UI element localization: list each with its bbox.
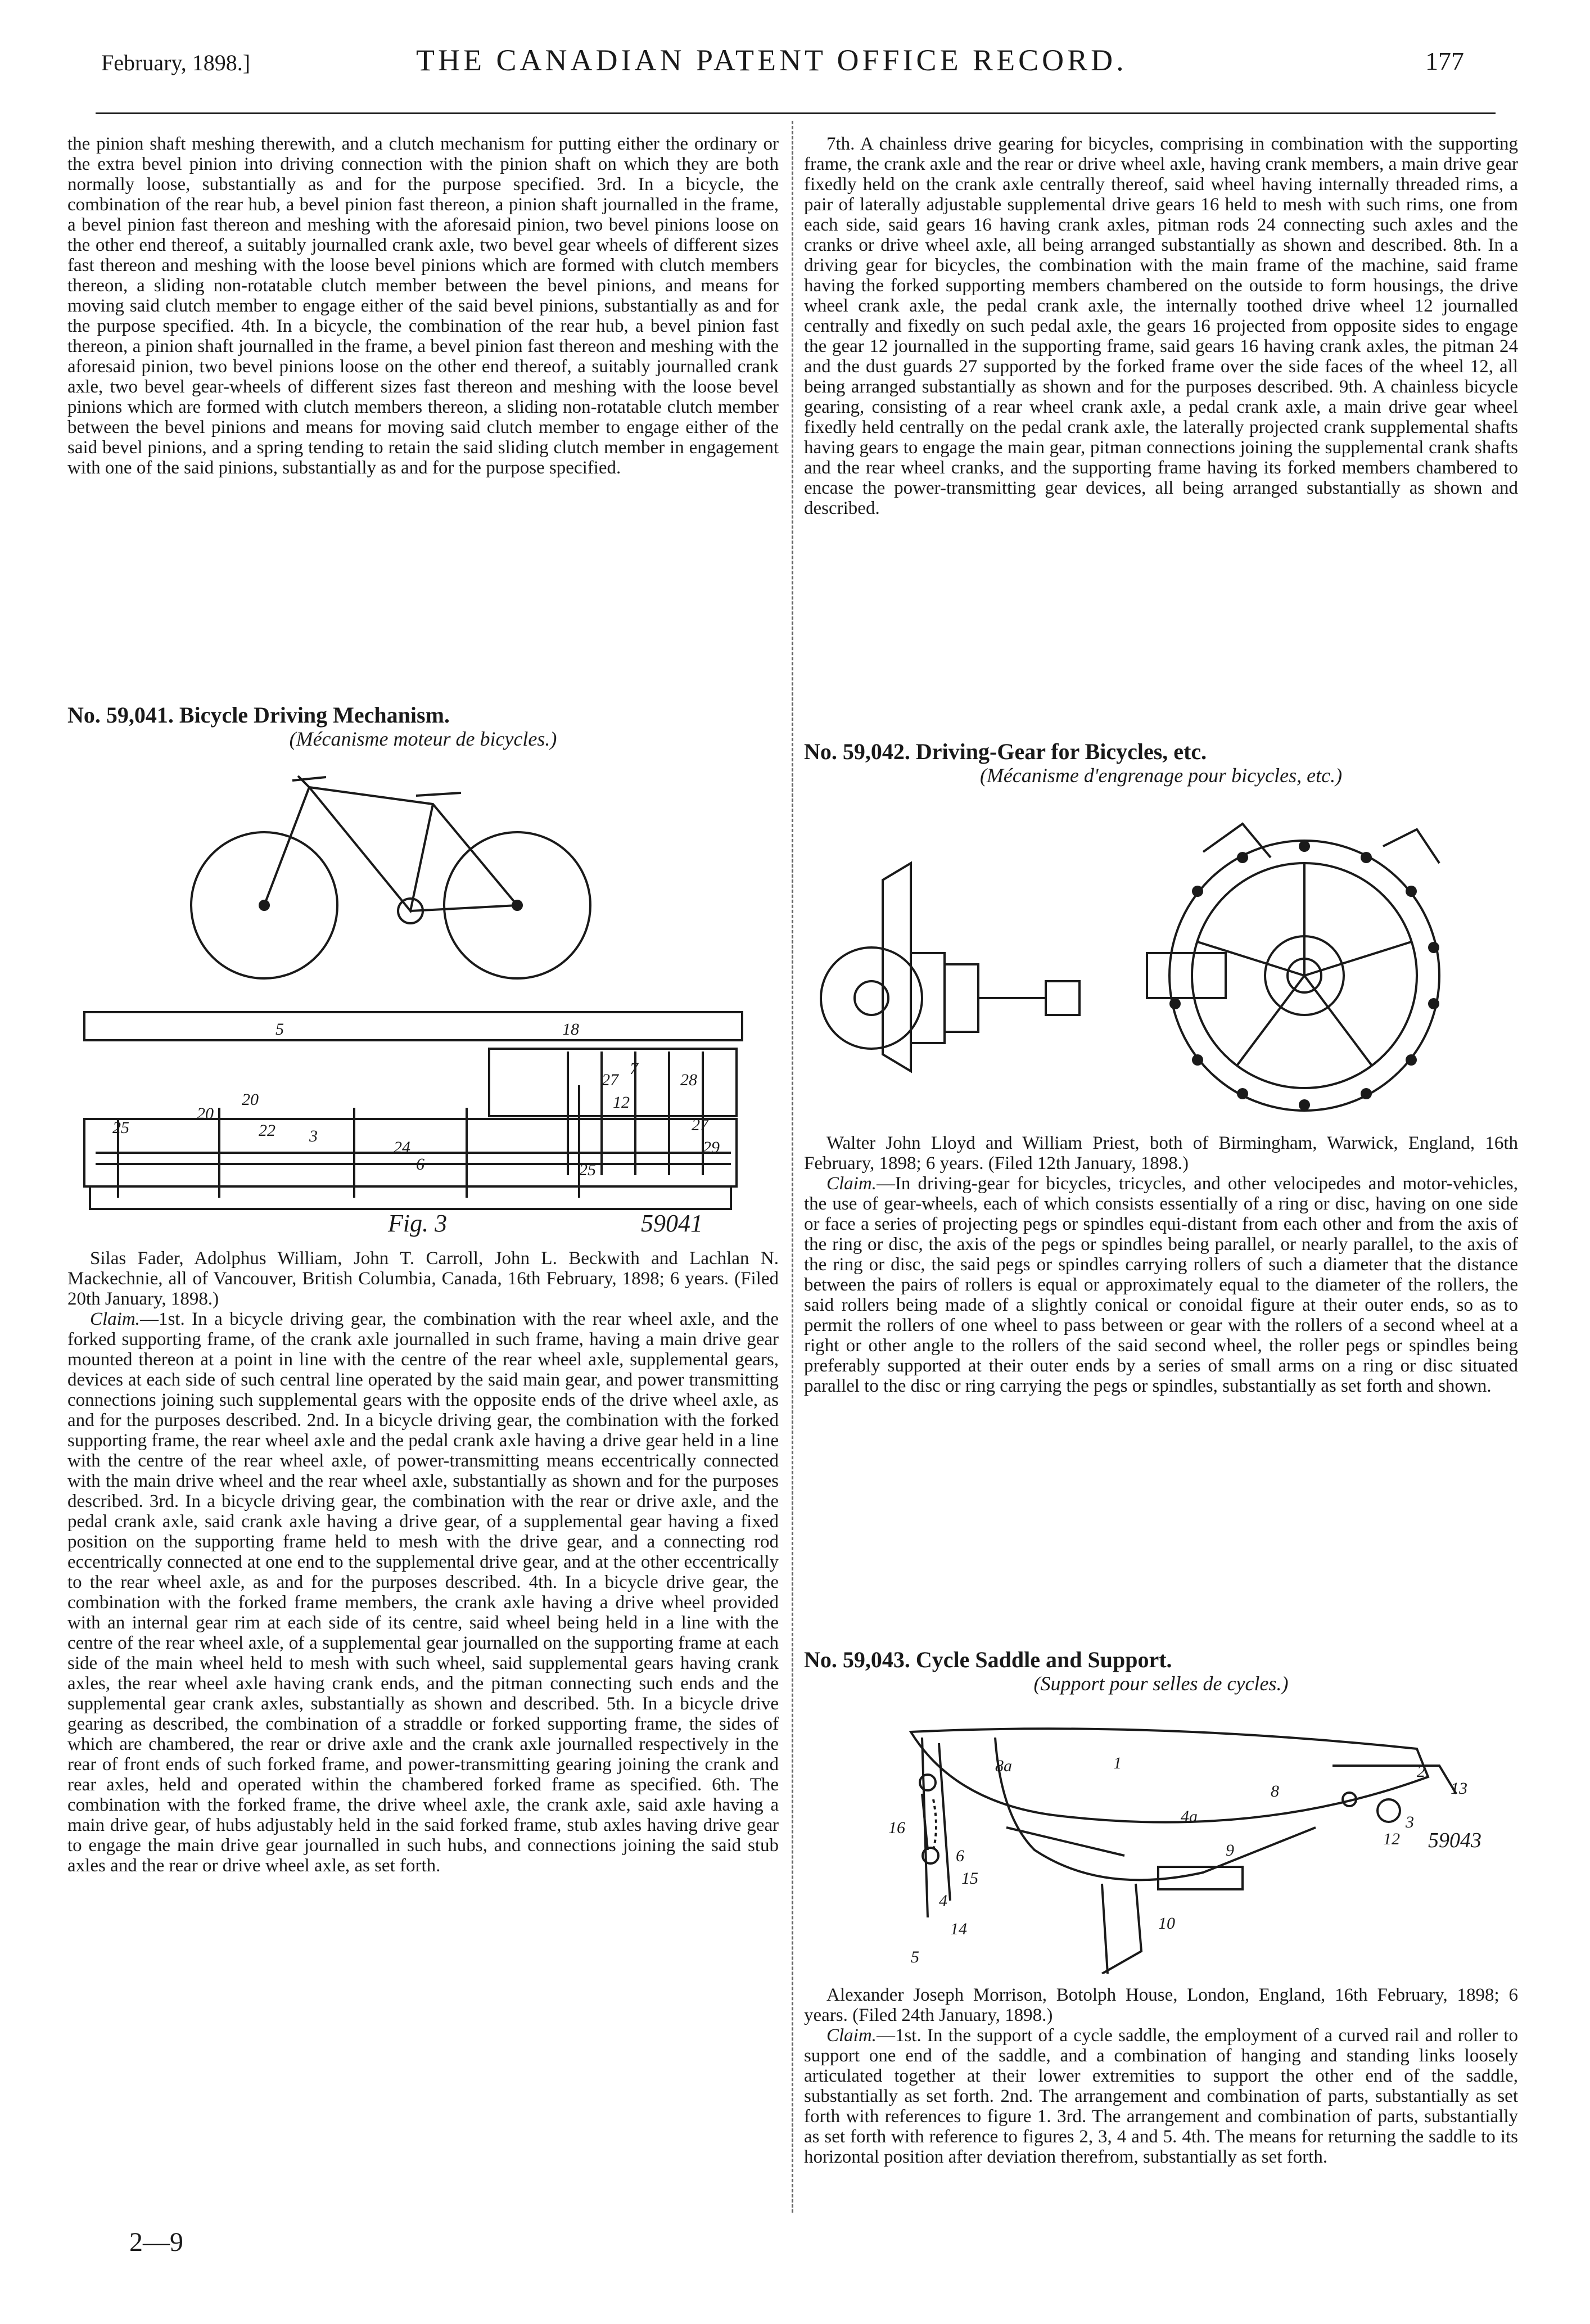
svg-text:8: 8 [1271, 1782, 1279, 1800]
figure-number: 59043 [1428, 1829, 1481, 1852]
svg-text:12: 12 [1383, 1830, 1400, 1848]
small-gear [821, 947, 922, 1049]
patent-59041-body [67, 1248, 779, 1876]
printer-signature: 2—9 [129, 2227, 183, 2257]
svg-text:4: 4 [939, 1892, 947, 1910]
claim-label: Claim. [90, 1309, 140, 1329]
patent-inventors: Walter John Lloyd and William Priest, both of Birmingham, Warwick, England, 16th February, 1898; 6 years. (Filed 12th January, 1898.) [804, 1133, 1518, 1174]
svg-text:10: 10 [1158, 1914, 1175, 1933]
header-rule [96, 112, 1496, 114]
patent-59043-heading [804, 1648, 1518, 1695]
svg-text:25: 25 [112, 1118, 129, 1137]
patent-59041-heading [67, 703, 779, 750]
figure-label: Fig. 3 [388, 1210, 448, 1237]
claim-text: —1st. In the support of a cycle saddle, the employment of a curved rail and roller to support one end of the saddle, and a combination of hanging and standing links loosely articulated together at their lower extremities to support the other end of the saddle, substantially as set forth. 2nd. The arrangement and combination of parts, substantially as set forth with references to figure 1. 3rd. The arrangement and combination of parts, substantially as set forth with reference to figures 2, 3, 4 and 5. 4th. The means for returning the saddle to its horizontal position after deviation therefrom, substantially as set forth. [804, 2025, 1518, 2167]
svg-text:1: 1 [1113, 1754, 1122, 1772]
claim-continuation: 7th. A chainless drive gearing for bicycles, comprising in combination with the supporting frame, the crank axle and the rear or drive wheel axle, having crank members, a main drive gear fixedly held on the crank axle centrally thereof, said wheel having internally threaded rims, a pair of laterally adjustable supplemental drive gears 16 held to mesh with such rims, one from each side, said gears 16 having crank axles, pitman rods 24 connecting such axles and the cranks or drive wheel axle, all being arranged substantially as shown and described. 8th. In a driving gear for bicycles, the combination with the main frame of the machine, said frame having the forked supporting members chambered on the outside to form housings, the drive wheel crank axle, the pedal crank axle, the internally toothed drive wheel 12 journalled centrally and fixedly on such pedal axle, the gears 16 projected from opposite sides to engage the gear 12 journalled in the supporting frame, said gears 16 having crank axles, the pitman 24 and the dust guards 27 supported by the forked frame over the side faces of the wheel 12, all being arranged substantially as shown and for the purposes described. 9th. A chainless bicycle gearing, consisting of a rear wheel crank axle, a pedal crank axle, a main drive gear wheel fixedly held centrally on the pedal crank axle, the laterally projected crank supplemental shafts having gears to engage the main gear, pitman connections joining the supplemental crank shafts and the rear wheel cranks, and the supporting frame having its forked members chambered to encase the power-transmitting gear devices, all being arranged substantially as shown and described. [804, 134, 1518, 518]
svg-text:22: 22 [259, 1121, 275, 1140]
svg-text:3: 3 [1406, 1813, 1414, 1831]
left-column-top [67, 134, 779, 478]
claim-label: Claim. [826, 2025, 877, 2046]
patent-french-title: (Mécanisme moteur de bicycles.) [289, 728, 557, 750]
bicycle-driving-mechanism-figure [73, 770, 776, 1237]
page-number: 177 [1425, 47, 1464, 75]
svg-text:20: 20 [197, 1104, 214, 1123]
patent-number: No. 59,041. [67, 702, 174, 728]
svg-text:8a: 8a [995, 1757, 1012, 1775]
saddle-body [911, 1729, 1428, 1822]
svg-text:29: 29 [703, 1138, 720, 1157]
patent-french-title: (Mécanisme d'engrenage pour bicycles, etc.) [979, 764, 1343, 787]
issue-date: February, 1898.] [101, 50, 251, 75]
claim-text: —1st. In a bicycle driving gear, the combination with the rear wheel axle, and the forked supporting frame, of the crank axle journalled in such frame, having a main drive gear mounted thereon at a point in line with the centre of the rear wheel axle, supplemental gears, devices at each side of such central line operated by the said main gear, and power transmitting connections joining such supplemental gears with the opposite ends of the drive wheel axle, as and for the purposes described. 2nd. In a bicycle driving gear, the combination with the forked supporting frame, the rear wheel axle and the pedal crank axle having a drive gear held in a line with the centre of the rear wheel axle, of power-transmitting means eccentrically connected with the main drive wheel and the rear wheel axle, substantially as shown and for the purposes described. 3rd. In a bicycle driving gear, the combination with the rear or drive axle, and the pedal crank axle, said crank axle having a drive gear, of a supplemental gear having a fixed position on the supporting frame held to mesh with the drive gear, and a connecting rod eccentrically connected at one end to the supplemental drive gear, and at the other eccentrically to the rear wheel axle, as and for the purposes described. 4th. In a bicycle drive gear, the combination with the forked frame members, the crank axle having a drive wheel provided with an internal gear rim at each side of its centre, said wheel being held in a line with the centre of the rear wheel axle, of a supplemental gear journalled on the supporting frame at each side of the main wheel held to mesh with such wheel, said supplemental gears having crank axles, the rear wheel axle having crank ends, and the pitman connecting such ends and the supplemental gear crank axles, substantially as shown and described. 5th. In a bicycle drive gearing as described, the combination of a straddle or forked supporting frame, the sides of which are chambered, the rear or drive axle and the crank axle journalled respectively in the rear of front ends of such forked frame, and power-transmitting gearing joining the crank and rear axles, held and operated within the chambered forked frame as specified. 6th. The combination with the forked frame, the drive wheel axle, the crank axle, said axle having a main drive gear, of hubs adjustably held in the said forked frame, stub axles having drive gear to engage the main drive gear journalled in such hubs, and connections joining the said stub axles and the rear or drive wheel axle, as set forth. [67, 1309, 779, 1876]
patent-inventors: Silas Fader, Adolphus William, John T. Carroll, John L. Beckwith and Lachlan N. Mackechnie, all of Vancouver, British Columbia, Canada, 16th February, 1898; 6 years. (Filed 20th January, 1898.) [67, 1248, 779, 1309]
svg-text:20: 20 [242, 1090, 259, 1109]
svg-text:5: 5 [911, 1948, 919, 1966]
svg-text:15: 15 [961, 1869, 978, 1888]
patent-number: No. 59,043. [804, 1647, 910, 1672]
patent-59042-body [804, 1133, 1518, 1396]
svg-text:9: 9 [1226, 1841, 1234, 1860]
svg-text:2: 2 [1417, 1762, 1425, 1781]
svg-text:18: 18 [562, 1020, 579, 1039]
figure-number: 59041 [641, 1210, 703, 1237]
patent-number: No. 59,042. [804, 739, 910, 764]
frame-section [84, 1012, 742, 1040]
publication-title: THE CANADIAN PATENT OFFICE RECORD. [416, 43, 1127, 77]
svg-text:12: 12 [613, 1093, 630, 1112]
svg-text:14: 14 [950, 1920, 967, 1938]
svg-text:4a: 4a [1181, 1807, 1198, 1826]
driving-gear-figure [798, 813, 1512, 1116]
svg-text:16: 16 [888, 1818, 905, 1837]
patent-french-title: (Support pour selles de cycles.) [1033, 1672, 1289, 1695]
svg-text:6: 6 [416, 1155, 424, 1174]
patent-title: Cycle Saddle and Support. [915, 1647, 1172, 1672]
patent-59042-heading [804, 739, 1518, 787]
svg-text:27: 27 [692, 1116, 708, 1134]
svg-text:27: 27 [602, 1071, 618, 1089]
svg-text:6: 6 [956, 1847, 964, 1865]
svg-text:7: 7 [630, 1059, 638, 1078]
svg-text:5: 5 [275, 1020, 284, 1039]
column-divider [792, 121, 793, 2213]
svg-text:13: 13 [1451, 1779, 1467, 1798]
claim-text: —In driving-gear for bicycles, tricycles, and other velocipedes and motor-vehicles, the use of gear-wheels, each of which consists essentially of a ring or disc, having on one side or face a series of projecting pegs or spindles equi-distant from each other and from the axis of the ring or disc, the axis of the pegs or spindles being parallel, or nearly parallel, to the axis of the ring or disc, the said pegs or spindles carrying rollers of such a diameter that the distance between the pairs of rollers is equal or approximately equal to the diameter of the rollers, the said rollers being made of a slightly conical or conoidal figure at their outer ends, so as to permit the rollers of one wheel to pass between or gear with the rollers of a second wheel at a right or other angle to the rollers of the said second wheel, the roller pegs or spindles being preferably supported at their outer ends by a series of small arms on a ring or disc situated parallel to the disc or ring carrying the pegs or spindles, substantially as set forth and shown. [804, 1174, 1518, 1396]
patent-59043-body [804, 1985, 1518, 2167]
patent-inventors: Alexander Joseph Morrison, Botolph House, London, England, 16th February, 1898; 6 years. (Filed 24th January, 1898.) [804, 1985, 1518, 2025]
claim-continuation: the pinion shaft meshing therewith, and a clutch mechanism for putting either the ordinary or the extra bevel pinion into driving connection with the pinion shaft on which they are both normally loose, substantially as and for the purpose specified. 3rd. In a bicycle, the combination of the rear hub, a bevel pinion fast thereon, a pinion shaft journalled in the frame, a bevel pinion fast thereon and meshing with the aforesaid pinion, two bevel pinions loose on the other end thereof, a suitably journalled crank axle, two bevel gear wheels of different sizes fast thereon and meshing with the loose bevel pinions which are formed with clutch members thereon, a sliding non-rotatable clutch member between the bevel pinions, and means for moving said clutch member to engage either of the said bevel pinions, substantially as and for the purpose specified. 4th. In a bicycle, the combination of the rear hub, a bevel pinion fast thereon, a pinion shaft journalled in the frame, a bevel pinion fast thereon and meshing with the aforesaid pinion, two bevel pinions loose on the other end thereof, a suitably journalled crank axle, two bevel gear-wheels of different sizes fast thereon and meshing with the loose bevel pinions which are formed with clutch members thereon, a sliding non-rotatable clutch member between the bevel pinions and means for moving said clutch member to engage either of the said bevel pinions, and a spring tending to retain the said sliding clutch member in engagement with one of the said pinions, substantially as and for the purpose specified. [67, 134, 779, 478]
cycle-saddle-figure [866, 1715, 1484, 1974]
claim-label: Claim. [826, 1174, 877, 1194]
svg-text:28: 28 [680, 1071, 697, 1089]
svg-text:24: 24 [394, 1138, 410, 1157]
svg-text:25: 25 [579, 1161, 596, 1179]
patent-title: Bicycle Driving Mechanism. [179, 702, 450, 728]
right-column-top [804, 134, 1518, 518]
patent-title: Driving-Gear for Bicycles, etc. [915, 739, 1207, 764]
svg-text:3: 3 [309, 1127, 318, 1145]
